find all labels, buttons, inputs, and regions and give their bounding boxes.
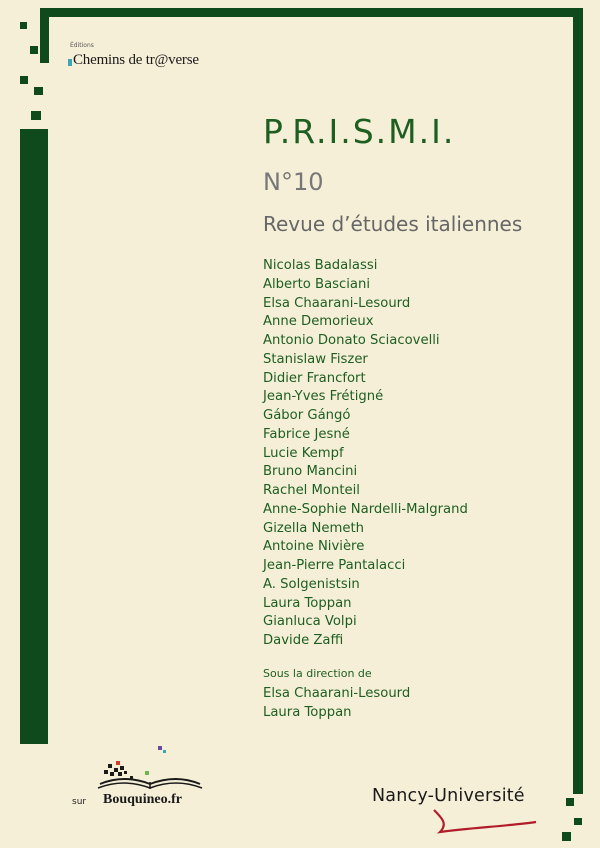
bouquineo-name: Bouquineo.fr bbox=[103, 792, 182, 807]
pixel-ornament bbox=[31, 111, 41, 120]
author-list bbox=[263, 257, 468, 651]
author-name: Anne Demorieux bbox=[263, 314, 374, 330]
author-name: Rachel Monteil bbox=[263, 483, 360, 498]
pixel-ornament bbox=[20, 22, 27, 29]
author-name: Stanislaw Fiszer bbox=[263, 351, 368, 367]
author-name: Gábor Gángó bbox=[263, 408, 351, 423]
author-name: Nicolas Badalassi bbox=[263, 258, 378, 273]
frame-left-bar bbox=[20, 129, 48, 744]
direction-label: Sous la direction de bbox=[263, 667, 372, 680]
author-name: Alberto Basciani bbox=[263, 276, 371, 292]
pixel-ornament bbox=[20, 76, 28, 84]
author-name: Elsa Chaarani-Lesourd bbox=[263, 295, 411, 311]
journal-title: P.R.I.S.M.I. bbox=[263, 112, 456, 151]
author-name: Jean-Yves Frétigné bbox=[263, 389, 384, 405]
author-name: Didier Francfort bbox=[263, 370, 366, 386]
director-name: Laura Toppan bbox=[263, 704, 352, 720]
author-name: Bruno Mancini bbox=[263, 464, 358, 480]
sur-label: sur bbox=[72, 797, 87, 807]
frame-top-border bbox=[40, 8, 583, 17]
pixel-ornament bbox=[34, 87, 43, 95]
frame-right-border bbox=[573, 8, 583, 794]
director-name: Elsa Chaarani-Lesourd bbox=[263, 686, 411, 701]
author-name: Jean-Pierre Pantalacci bbox=[263, 558, 406, 573]
director-list bbox=[263, 685, 410, 723]
publisher-mark-icon bbox=[68, 59, 72, 66]
journal-subtitle: Revue d’études italiennes bbox=[263, 212, 523, 236]
university-swoosh-icon bbox=[428, 806, 538, 836]
bouquineo-book-icon bbox=[96, 742, 206, 794]
author-name: Gizella Nemeth bbox=[263, 520, 364, 536]
author-name: Laura Toppan bbox=[263, 595, 352, 611]
publisher-name: Chemins de tr@verse bbox=[73, 52, 199, 68]
author-name: Gianluca Volpi bbox=[263, 614, 357, 630]
author-name: Lucie Kempf bbox=[263, 445, 344, 461]
author-name: Fabrice Jesné bbox=[263, 426, 350, 442]
frame-left-top-bar bbox=[40, 8, 49, 63]
author-name: Antoine Nivière bbox=[263, 539, 365, 555]
author-name: Anne-Sophie Nardelli-Malgrand bbox=[263, 501, 468, 517]
author-name: Davide Zaffi bbox=[263, 633, 344, 648]
pixel-ornament bbox=[562, 832, 571, 841]
pixel-ornament bbox=[566, 798, 574, 806]
author-name: Antonio Donato Sciacovelli bbox=[263, 333, 440, 348]
author-name: A. Solgenistsin bbox=[263, 576, 360, 592]
pixel-ornament bbox=[574, 818, 582, 825]
university-name: Nancy-Université bbox=[372, 786, 525, 806]
pixel-ornament bbox=[30, 46, 38, 54]
issue-number: N°10 bbox=[263, 168, 324, 196]
publisher-editions-label: Éditions bbox=[70, 42, 94, 49]
